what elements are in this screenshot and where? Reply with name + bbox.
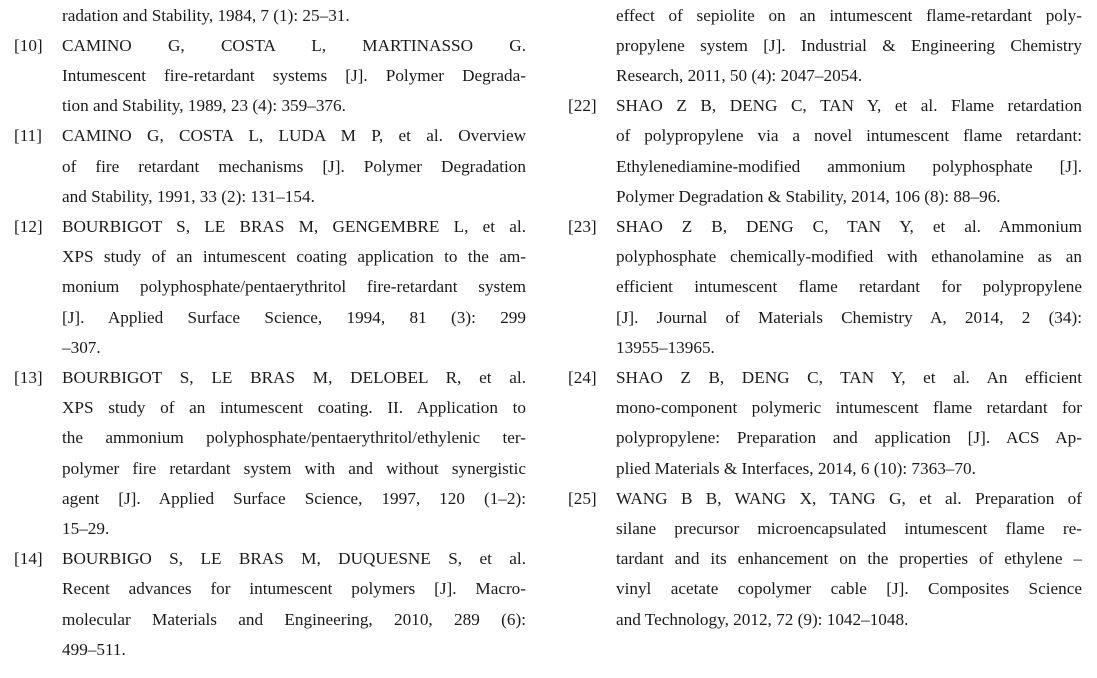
reference-text: molecular Materials and Engineering, 2010, 289 (6): xyxy=(62,609,526,629)
reference-line xyxy=(568,242,1082,272)
reference-text: 499–511. xyxy=(62,639,126,659)
reference-text: of polypropylene via a novel intumescent flame retardant: xyxy=(616,126,1082,146)
reference-text: propylene system [J]. Industrial & Engineering Chemistry xyxy=(616,35,1082,55)
reference-entry-start xyxy=(14,363,526,393)
reference-text: effect of sepiolite on an intumescent flame-retardant poly- xyxy=(616,5,1082,25)
reference-line xyxy=(568,333,1082,363)
reference-text: SHAO Z B, DENG C, TAN Y, et al. Ammonium xyxy=(616,216,1082,236)
reference-text: BOURBIGO S, LE BRAS M, DUQUESNE S, et al. xyxy=(62,549,526,569)
reference-text: silane precursor microencapsulated intumescent flame re- xyxy=(616,518,1082,538)
reference-line xyxy=(568,152,1082,182)
reference-line xyxy=(14,1,526,31)
reference-text: WANG B B, WANG X, TANG G, et al. Preparation of xyxy=(616,488,1082,508)
reference-text: –307. xyxy=(62,337,101,357)
reference-entry-start xyxy=(14,121,526,151)
reference-text: 15–29. xyxy=(62,518,110,538)
reference-line xyxy=(568,272,1082,302)
reference-text: XPS study of an intumescent coating application to the am- xyxy=(62,247,526,267)
reference-entry-start xyxy=(568,363,1082,393)
reference-line xyxy=(14,182,526,212)
reference-text: SHAO Z B, DENG C, TAN Y, et al. Flame retardation xyxy=(616,96,1082,116)
reference-line xyxy=(568,423,1082,453)
reference-line xyxy=(14,484,526,514)
reference-text: monium polyphosphate/pentaerythritol fire-retardant system xyxy=(62,277,526,297)
reference-text: tardant and its enhancement on the properties of ethylene – xyxy=(616,549,1082,569)
reference-text: vinyl acetate copolymer cable [J]. Composites Science xyxy=(616,579,1082,599)
reference-line xyxy=(568,514,1082,544)
reference-number: [14] xyxy=(14,549,43,569)
reference-line xyxy=(568,182,1082,212)
reference-line xyxy=(568,454,1082,484)
reference-line xyxy=(14,272,526,302)
reference-text: XPS study of an intumescent coating. II. Application to xyxy=(62,398,526,418)
reference-text: [J]. Journal of Materials Chemistry A, 2014, 2 (34): xyxy=(616,307,1082,327)
reference-number: [22] xyxy=(568,96,597,116)
reference-line xyxy=(568,61,1082,91)
reference-line xyxy=(568,31,1082,61)
reference-text: the ammonium polyphosphate/pentaerythritol/ethylenic ter- xyxy=(62,428,526,448)
reference-number: [13] xyxy=(14,367,43,387)
reference-line xyxy=(14,333,526,363)
reference-line xyxy=(568,1,1082,31)
reference-text: Research, 2011, 50 (4): 2047–2054. xyxy=(616,65,863,85)
reference-line xyxy=(14,635,526,665)
reference-number: [23] xyxy=(568,216,597,236)
reference-line xyxy=(14,152,526,182)
reference-line xyxy=(568,393,1082,423)
reference-number: [24] xyxy=(568,367,597,387)
reference-text: tion and Stability, 1989, 23 (4): 359–376. xyxy=(62,96,346,116)
reference-entry-start xyxy=(568,212,1082,242)
reference-number: [10] xyxy=(14,35,43,55)
reference-text: polymer fire retardant system with and without synergistic xyxy=(62,458,526,478)
reference-text: [J]. Applied Surface Science, 1994, 81 (3): 299 xyxy=(62,307,526,327)
reference-text: polyphosphate chemically-modified with ethanolamine as an xyxy=(616,247,1082,267)
reference-line xyxy=(568,544,1082,574)
reference-text: BOURBIGOT S, LE BRAS M, GENGEMBRE L, et al. xyxy=(62,216,526,236)
reference-line xyxy=(568,303,1082,333)
reference-text: mono-component polymeric intumescent flame retardant for xyxy=(616,398,1082,418)
reference-text: agent [J]. Applied Surface Science, 1997, 120 (1–2): xyxy=(62,488,526,508)
reference-line xyxy=(14,514,526,544)
reference-entry-start xyxy=(14,31,526,61)
reference-line xyxy=(14,605,526,635)
reference-line xyxy=(14,454,526,484)
reference-text: and Stability, 1991, 33 (2): 131–154. xyxy=(62,186,315,206)
reference-text: BOURBIGOT S, LE BRAS M, DELOBEL R, et al. xyxy=(62,367,526,387)
reference-number: [12] xyxy=(14,216,43,236)
reference-text: Intumescent fire-retardant systems [J]. Polymer Degrada- xyxy=(62,65,526,85)
reference-text: SHAO Z B, DENG C, TAN Y, et al. An efficient xyxy=(616,367,1082,387)
reference-text: 13955–13965. xyxy=(616,337,715,357)
reference-text: CAMINO G, COSTA L, MARTINASSO G. xyxy=(62,35,526,55)
reference-text: CAMINO G, COSTA L, LUDA M P, et al. Overview xyxy=(62,126,526,146)
reference-line xyxy=(568,121,1082,151)
reference-entry-start xyxy=(568,484,1082,514)
reference-line xyxy=(14,423,526,453)
reference-text: radation and Stability, 1984, 7 (1): 25–31. xyxy=(62,5,350,25)
reference-line xyxy=(14,61,526,91)
reference-entry-start xyxy=(14,544,526,574)
reference-text: Polymer Degradation & Stability, 2014, 106 (8): 88–96. xyxy=(616,186,1001,206)
reference-line xyxy=(14,303,526,333)
reference-line xyxy=(14,574,526,604)
reference-number: [11] xyxy=(14,126,42,146)
reference-line xyxy=(14,91,526,121)
reference-line xyxy=(14,242,526,272)
reference-text: polypropylene: Preparation and application [J]. ACS Ap- xyxy=(616,428,1082,448)
reference-text: and Technology, 2012, 72 (9): 1042–1048. xyxy=(616,609,909,629)
reference-entry-start xyxy=(568,91,1082,121)
reference-text: Ethylenediamine-modified ammonium polyphosphate [J]. xyxy=(616,156,1082,176)
reference-entry-start xyxy=(14,212,526,242)
reference-text: Recent advances for intumescent polymers [J]. Macro- xyxy=(62,579,526,599)
reference-line xyxy=(568,605,1082,635)
reference-number: [25] xyxy=(568,488,597,508)
reference-text: efficient intumescent flame retardant for polypropylene xyxy=(616,277,1082,297)
reference-line xyxy=(14,393,526,423)
reference-text: of fire retardant mechanisms [J]. Polymer Degradation xyxy=(62,156,526,176)
reference-text: plied Materials & Interfaces, 2014, 6 (10): 7363–70. xyxy=(616,458,976,478)
reference-line xyxy=(568,574,1082,604)
